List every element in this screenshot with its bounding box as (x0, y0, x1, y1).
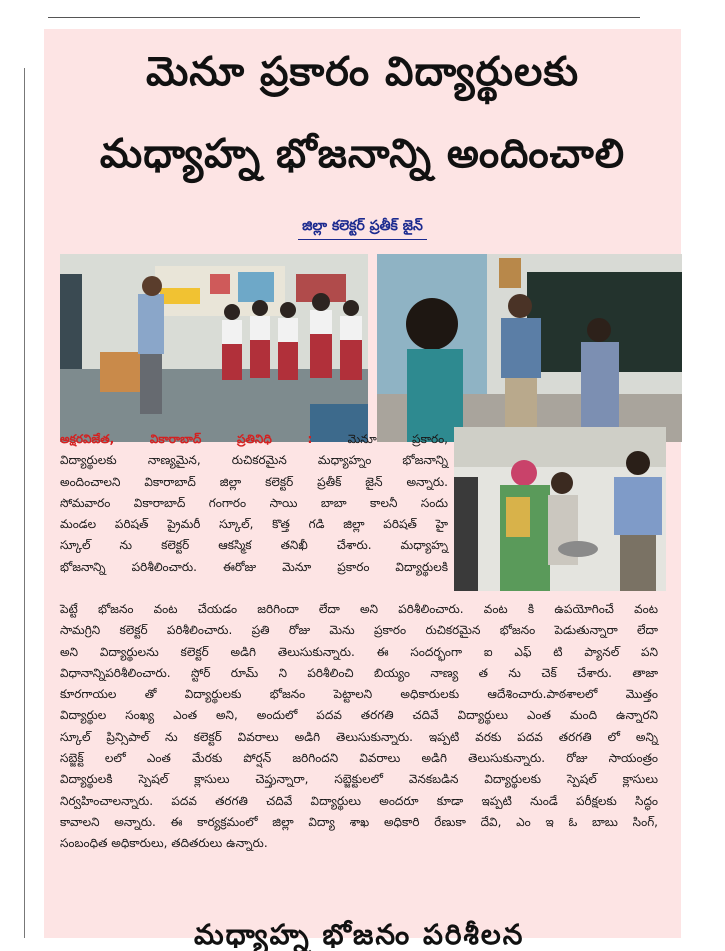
dateline: అక్షరవిజేత, వికారాబాద్ ప్రతినిధి : (60, 432, 313, 446)
classroom-photo (60, 254, 368, 442)
article-line: సబ్జెక్ట్ లలో ఎంత మేరకు పోర్షన్ జరిగిందని వివరాలు అడిగి తెలుసుకున్నారు. రోజు సాయంత్రం (60, 751, 658, 766)
officials-photo (377, 254, 682, 442)
article-line: విద్యార్థులకి స్పెషల్ క్లాసులు చెప్తున్నారా, సబ్జెక్టులలో వెనకబడిన విద్యార్థులకు స్పెషల్ క్లాసులు (60, 772, 658, 787)
next-headline: మధ్యాహ్న భోజనం పరిశీలన (194, 918, 525, 951)
article-line: పెట్టే భోజనం వంట చేయడం జరిగిందా లేదా అని పరిశీలించారు. వంట కి ఉపయోగించే వంట (60, 602, 658, 616)
article-line: భోజనాన్ని పరిశీలించారు. ఈరోజు మెనూ ప్రకారం విద్యార్థులకి (60, 559, 448, 574)
article-body-full (60, 599, 658, 855)
top-rule (48, 17, 640, 18)
byline-text: జిల్లా కలెక్టర్ ప్రతీక్ జైన్ (298, 218, 427, 240)
article-line: కావాలని అన్నారు. ఈ కార్యక్రమంలో జిల్లా విద్యా శాఖ అధికారి రేణుకా దేవి, ఎం ఇ ఓ బాబు సింగ్, (60, 814, 658, 829)
article-line: సంబంధిత అధికారులు, తదితరులు ఉన్నారు. (60, 836, 268, 851)
headline-line-2: మధ్యాహ్న భోజనాన్ని అందించాలి (99, 131, 626, 177)
article-line: విధానాన్నిపరిశీలించారు. స్టోర్ రూమ్ ని పరిశీలించి బియ్యం నాణ్య త ను చెక్ చేశారు. తాజా (60, 665, 658, 680)
article-line: విద్యార్థుల సంఖ్య ఎంత అని, అందులో పదవ తరగతి చదివే విద్యార్థులు ఎంత మంది ఉన్నారని (60, 708, 658, 723)
next-headline-cutoff (194, 918, 534, 951)
article-body-column (60, 429, 448, 578)
article-line: మెనూ ప్రకారం, (347, 432, 448, 446)
food-serving-photo (454, 427, 666, 591)
article-line: సామగ్రిని కలెక్టర్ పరిశీలించారు. ప్రతి రోజు మెను ప్రకారం రుచికరమైన భోజనం పెడుతున్నారా లేదా (60, 623, 658, 638)
article-line: అందించాలని వికారాబాద్ జిల్లా కలెక్టర్ ప్రతీక్ జైన్ అన్నారు. (60, 474, 448, 489)
article-line: మండల పరిషత్ ప్రైమరీ స్కూల్, కొత్త గడి జిల్లా పరిషత్ హై (60, 517, 448, 532)
article-line: అని విద్యార్థులను కలెక్టర్ అడిగి తెలుసుకున్నారు. ఈ సందర్భంగా ఐ ఎఫ్ టి ప్యానల్ పని (60, 644, 658, 659)
headline-line-1: మెనూ ప్రకారం విద్యార్థులకు (145, 49, 580, 95)
article-line: స్కూల్ ప్రిన్సిపాల్ ను కలెక్టర్ వివరాలు అడిగి తెలుసుకున్నారు. ఇప్పటి వరకు పదవ తరగతి లో అన్ని (60, 729, 658, 744)
article-line: కూరగాయల తో విద్యార్థులకు భోజనం పెట్టాలని అధికారులకు ఆదేశించారు.పాఠశాలలో మొత్తం (60, 687, 658, 702)
article-line: స్కూల్ ను కలెక్టర్ ఆకస్మిక తనిఖీ చేశారు. మధ్యాహ్న (60, 538, 448, 553)
article-card (44, 29, 681, 951)
article-line: నిర్వహించాలన్నారు. పదవ తరగతి చదివే విద్యార్థులు అందరూ కూడా ఇప్పటి నుండే పరీక్షలకు సిద్ధం (60, 793, 658, 808)
article-line: సోమవారం వికారాబాద్ గంగారం సాయి బాబా కాలనీ సందు (60, 495, 448, 510)
byline (44, 215, 681, 240)
column-rule (24, 68, 25, 938)
article-line: విద్యార్థులకు నాణ్యమైన, రుచికరమైన మధ్యాహ్నం భోజనాన్ని (60, 453, 448, 468)
